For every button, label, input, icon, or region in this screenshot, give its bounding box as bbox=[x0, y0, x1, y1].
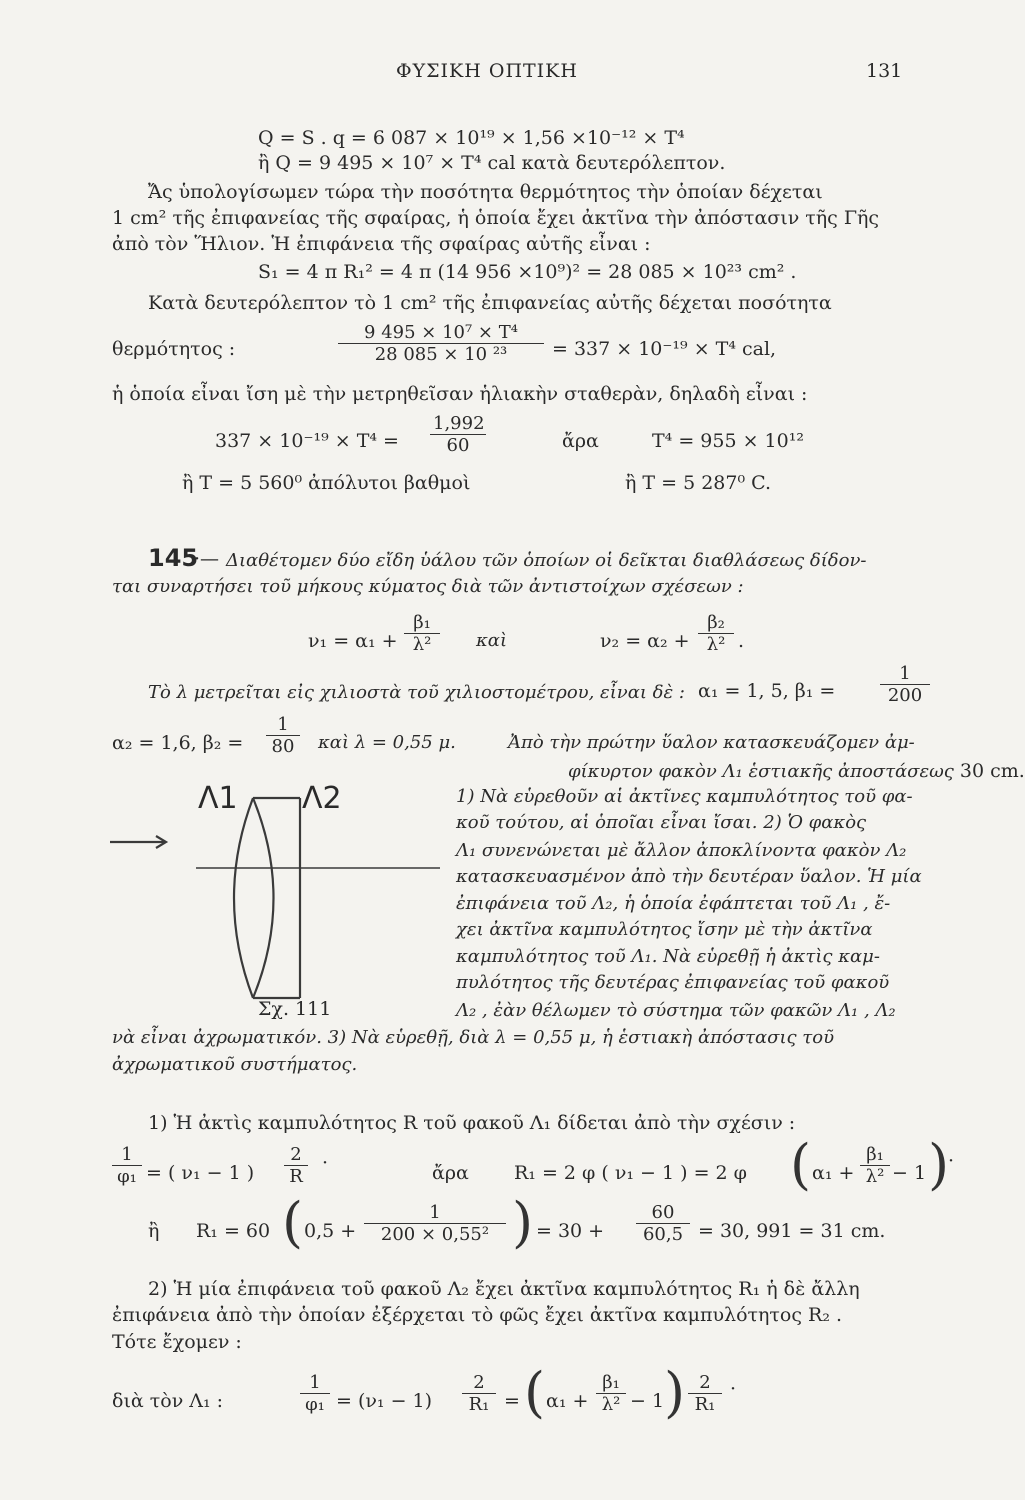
solution-line: 2) Ἡ μία ἐπιφάνεια τοῦ φακοῦ Λ₂ ἔχει ἀκτῖνα καμπυλότητος R₁ ἡ δὲ ἄλλη bbox=[148, 1278, 860, 1300]
solution-line: Τότε ἔχομεν : bbox=[112, 1331, 242, 1353]
paragraph-line: ἡ ὁποία εἶναι ἴση μὲ τὴν μετρηθεῖσαν ἡλιακὴν σταθερὰν, δηλαδὴ εἶναι : bbox=[112, 383, 808, 405]
fraction-numerator: 1,992 bbox=[430, 413, 486, 435]
left-paren: ( bbox=[282, 1191, 304, 1254]
multiplication-dot: · bbox=[948, 1150, 955, 1172]
index-nu1: ν₁ = α₁ + bbox=[308, 630, 398, 652]
problem-line bbox=[568, 760, 1025, 782]
page-number: 131 bbox=[866, 60, 903, 82]
problem-line: Λ₁ συνενώνεται μὲ ἄλλον ἀποκλίνοντα φακὸν Λ₂ bbox=[456, 840, 907, 861]
right-paren: ) bbox=[512, 1191, 534, 1254]
equation-surface: S₁ = 4 π R₁² = 4 π (14 956 ×10⁹)² = 28 085 × 10²³ cm² . bbox=[258, 261, 797, 283]
fraction-1-over-phi1 bbox=[300, 1372, 330, 1415]
equation-t4-lhs: 337 × 10⁻¹⁹ × T⁴ = bbox=[215, 430, 399, 452]
fraction-denominator: λ² bbox=[601, 1394, 621, 1415]
kai-word: καὶ bbox=[476, 630, 508, 651]
fraction-denominator: 200 × 0,55² bbox=[380, 1224, 490, 1245]
equation-part: α₁ + bbox=[546, 1390, 589, 1412]
problem-line: νὰ εἶναι ἀχρωματικόν. 3) Νὰ εὑρεθῇ, διὰ λ = 0,55 μ, ἡ ἑστιακὴ ἀπόστασις τοῦ bbox=[112, 1027, 835, 1048]
equation-part: − 1 bbox=[630, 1390, 665, 1412]
fraction-beta1 bbox=[404, 612, 440, 655]
equation-part: − 1 bbox=[892, 1162, 927, 1184]
fraction-denominator: λ² bbox=[412, 634, 432, 655]
focal-length: 30 cm. bbox=[953, 760, 1025, 782]
ara-word: ἄρα bbox=[432, 1162, 469, 1184]
equation-q-1: Q = S . q = 6 087 × 10¹⁹ × 1,56 ×10⁻¹² × T⁴ bbox=[258, 127, 685, 149]
paragraph-line: ἀπὸ τὸν Ἥλιον. Ἡ ἐπιφάνεια τῆς σφαίρας αὐτῆς εἶναι : bbox=[112, 233, 651, 255]
fraction-beta1-lambda bbox=[860, 1144, 890, 1187]
equation-t4-rhs: T⁴ = 955 × 10¹² bbox=[652, 430, 804, 452]
problem-dash: ·— bbox=[194, 548, 220, 570]
fraction-beta2 bbox=[698, 612, 734, 655]
left-paren: ( bbox=[524, 1361, 546, 1424]
fraction-denominator: R bbox=[289, 1166, 303, 1187]
fraction-numerator: 1 bbox=[112, 1144, 142, 1166]
equation-part: = ( ν₁ − 1 ) bbox=[146, 1162, 255, 1184]
problem-line: χει ἀκτῖνα καμπυλότητος ἴσην μὲ τὴν ἀκτῖνα bbox=[456, 919, 873, 940]
fraction-numerator: β₁ bbox=[860, 1144, 890, 1166]
equation-part: 0,5 + bbox=[304, 1220, 357, 1242]
fraction-numerator: 60 bbox=[636, 1202, 690, 1224]
equation-part: α₁ + bbox=[812, 1162, 855, 1184]
problem-line: Διαθέτομεν δύο εἴδη ὑάλου τῶν ὁποίων οἱ δεῖκται διαθλάσεως δίδον- bbox=[226, 550, 867, 571]
fraction-60-over-60-5 bbox=[636, 1202, 690, 1245]
fraction-b1-value bbox=[880, 663, 930, 706]
heat-result: = 337 × 10⁻¹⁹ × T⁴ cal, bbox=[552, 338, 777, 360]
right-paren: ) bbox=[664, 1361, 686, 1424]
fraction-denominator: 200 bbox=[887, 685, 923, 706]
fraction-denominator: φ₁ bbox=[305, 1394, 325, 1415]
fraction-numerator: 2 bbox=[462, 1372, 496, 1394]
fraction-2-over-r1 bbox=[688, 1372, 722, 1415]
label-l1: Λ1 bbox=[198, 781, 238, 816]
fraction-denominator: λ² bbox=[706, 634, 726, 655]
figure-lens-doublet bbox=[110, 780, 440, 1030]
fraction-heat bbox=[338, 322, 544, 365]
constants-2: α₂ = 1,6, β₂ = bbox=[112, 732, 244, 754]
fraction-2-over-r bbox=[284, 1144, 308, 1187]
problem-line: Τὸ λ μετρεῖται εἰς χιλιοστὰ τοῦ χιλιοστομέτρου, εἶναι δὲ : bbox=[148, 682, 685, 703]
fraction-numerator: 9 495 × 10⁷ × T⁴ bbox=[338, 322, 544, 344]
equation-part: = 30 + bbox=[536, 1220, 605, 1242]
fraction-numerator: 1 bbox=[364, 1202, 506, 1224]
heat-label: θερμότητος : bbox=[112, 338, 236, 360]
fraction-1-over-phi1 bbox=[112, 1144, 142, 1187]
fraction-denominator: R₁ bbox=[694, 1394, 716, 1415]
running-header: ΦΥΣΙΚΗ ΟΠΤΙΚΗ bbox=[396, 60, 578, 82]
solution-line: 1) Ἡ ἀκτὶς καμπυλότητος R τοῦ φακοῦ Λ₁ δίδεται ἀπὸ τὴν σχέσιν : bbox=[148, 1112, 796, 1134]
problem-line: πυλότητος τῆς δευτέρας ἐπιφανείας τοῦ φακοῦ bbox=[456, 972, 890, 993]
equation-t-celsius: ἢ T = 5 287⁰ C. bbox=[625, 472, 772, 494]
fraction-numerator: 2 bbox=[284, 1144, 308, 1166]
lens-l1-right-surface bbox=[253, 798, 274, 998]
problem-text: φίκυρτον φακὸν Λ₁ ἑστιακῆς ἀποστάσεως bbox=[568, 761, 954, 782]
solution-line: ἐπιφάνεια ἀπὸ τὴν ὁποίαν ἐξέρχεται τὸ φῶς ἔχει ἀκτῖνα καμπυλότητος R₂ . bbox=[112, 1304, 843, 1326]
fraction-numerator: 1 bbox=[266, 714, 300, 736]
index-nu2: ν₂ = α₂ + bbox=[600, 630, 690, 652]
problem-line: καμπυλότητος τοῦ Λ₁. Νὰ εὑρεθῇ ἡ ἀκτὶς καμ- bbox=[456, 946, 880, 967]
equation-part: = (ν₁ − 1) bbox=[336, 1390, 433, 1412]
fraction-numerator: 1 bbox=[300, 1372, 330, 1394]
fraction-numerator: β₁ bbox=[596, 1372, 626, 1394]
fraction-constant bbox=[430, 413, 486, 456]
equation-r1-value: R₁ = 60 bbox=[196, 1220, 271, 1242]
equation-t-kelvin: ἢ T = 5 560⁰ ἀπόλυτοι βαθμοὶ bbox=[182, 472, 471, 494]
fraction-beta1-lambda bbox=[596, 1372, 626, 1415]
problem-number: 145 bbox=[148, 544, 199, 572]
problem-line: κοῦ τούτου, αἱ ὁποῖαι εἶναι ἴσαι. 2) Ὁ φακὸς bbox=[456, 812, 867, 833]
constants-1: α₁ = 1, 5, β₁ = bbox=[698, 680, 836, 702]
paragraph-line: 1 cm² τῆς ἐπιφανείας τῆς σφαίρας, ἡ ὁποία ἔχει ἀκτῖνα τὴν ἀπόστασιν τῆς Γῆς bbox=[112, 207, 880, 229]
fraction-denominator: 28 085 × 10 ²³ bbox=[374, 344, 508, 365]
equation-r1: R₁ = 2 φ ( ν₁ − 1 ) = 2 φ bbox=[514, 1162, 747, 1184]
problem-line: Λ₂ , ἐὰν θέλωμεν τὸ σύστημα τῶν φακῶν Λ₁ , Λ₂ bbox=[456, 1000, 896, 1021]
fraction-denominator: 80 bbox=[271, 736, 295, 757]
figure-caption: Σχ. 111 bbox=[258, 998, 332, 1020]
equation-result: = 30, 991 = 31 cm. bbox=[698, 1220, 886, 1242]
eta-word: ἢ bbox=[148, 1220, 160, 1242]
fraction-denominator: R₁ bbox=[468, 1394, 490, 1415]
ara-word: ἄρα bbox=[562, 430, 599, 452]
fraction-b2-value bbox=[266, 714, 300, 757]
lens-l1-label: διὰ τὸν Λ₁ : bbox=[112, 1390, 224, 1412]
period: . bbox=[738, 630, 745, 652]
fraction-denominator: λ² bbox=[865, 1166, 885, 1187]
problem-line: κατασκευασμένον ἀπὸ τὴν δευτέραν ὕαλον. Ἡ μία bbox=[456, 866, 922, 887]
multiplication-dot: · bbox=[730, 1378, 737, 1400]
lambda-value: καὶ λ = 0,55 μ. bbox=[318, 732, 456, 753]
fraction-2-over-r1 bbox=[462, 1372, 496, 1415]
fraction-numerator: 2 bbox=[688, 1372, 722, 1394]
equals-sign: = bbox=[504, 1390, 520, 1412]
equation-q-2: ἢ Q = 9 495 × 10⁷ × T⁴ cal κατὰ δευτερόλεπτον. bbox=[258, 152, 726, 174]
lens-l1-left-surface bbox=[234, 798, 253, 998]
problem-line: ἀχρωματικοῦ συστήματος. bbox=[112, 1054, 358, 1075]
problem-line: ται συναρτήσει τοῦ μήκους κύματος διὰ τῶν ἀντιστοίχων σχέσεων : bbox=[112, 576, 744, 597]
problem-line: Ἀπὸ τὴν πρώτην ὕαλον κατασκευάζομεν ἀμ- bbox=[508, 732, 915, 753]
fraction-numerator: β₂ bbox=[698, 612, 734, 634]
fraction-denominator: 60,5 bbox=[642, 1224, 684, 1245]
fraction-correction bbox=[364, 1202, 506, 1245]
fraction-denominator: φ₁ bbox=[117, 1166, 137, 1187]
problem-line: 1) Νὰ εὑρεθοῦν αἱ ἀκτῖνες καμπυλότητος τοῦ φα- bbox=[456, 786, 913, 807]
right-paren: ) bbox=[928, 1133, 950, 1196]
paragraph-line: Ἄς ὑπολογίσωμεν τώρα τὴν ποσότητα θερμότητος τὴν ὁποίαν δέχεται bbox=[148, 181, 823, 203]
left-paren: ( bbox=[790, 1133, 812, 1196]
paragraph-line: Κατὰ δευτερόλεπτον τὸ 1 cm² τῆς ἐπιφανείας αὐτῆς δέχεται ποσότητα bbox=[148, 292, 832, 314]
label-l2: Λ2 bbox=[302, 781, 342, 816]
fraction-numerator: β₁ bbox=[404, 612, 440, 634]
fraction-denominator: 60 bbox=[446, 435, 470, 456]
multiplication-dot: · bbox=[322, 1152, 329, 1174]
fraction-numerator: 1 bbox=[880, 663, 930, 685]
problem-line: ἐπιφάνεια τοῦ Λ₂, ἡ ὁποία ἐφάπτεται τοῦ Λ₁ , ἔ- bbox=[456, 893, 891, 914]
